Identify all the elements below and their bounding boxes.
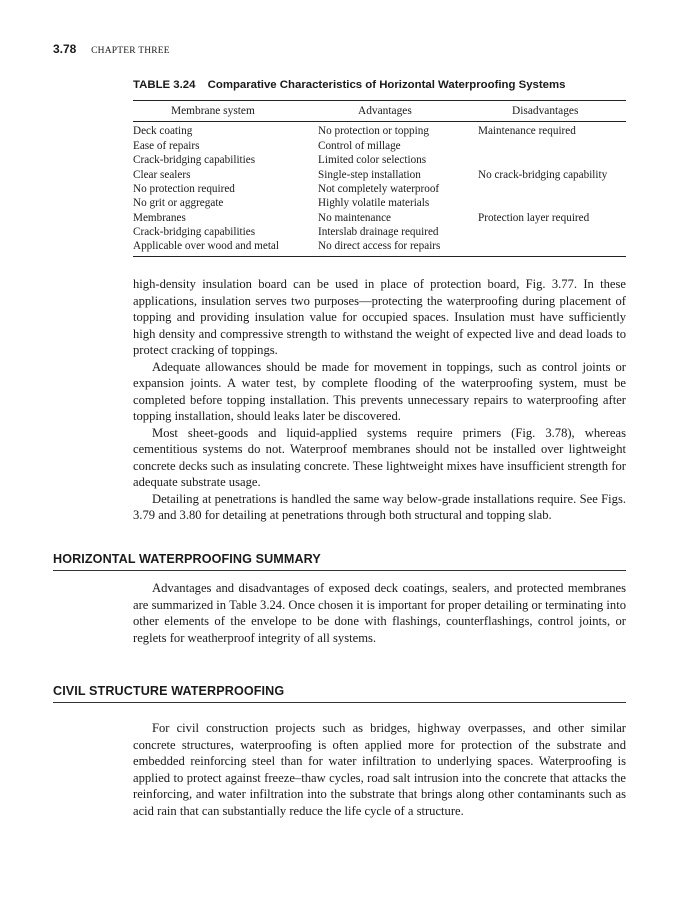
table-cell: Ease of repairs (133, 140, 200, 152)
section-rule (53, 570, 626, 571)
table-title: Comparative Characteristics of Horizontal Waterproofing Systems (207, 79, 566, 91)
table-cell: No direct access for repairs (318, 240, 441, 252)
table-cell: Applicable over wood and metal (133, 240, 280, 252)
running-header (53, 42, 170, 56)
table-bottom-rule (133, 256, 626, 257)
table-cell: Highly volatile materials (318, 197, 430, 209)
paragraph: For civil construction projects such as bridges, highway overpasses, and other similar concrete structures, waterproofing is often applied more for protection of the substrate and embedded reinforcing steel than for water infiltration to underlying spaces. Waterproofing is applied to protect against freeze–thaw cycles, road salt intrusion into the concrete that attacks the reinforcing, and water infiltration into the substrate that brings along other contaminants such as acid rain that can substantially reduce the life cycle of a structure. (133, 721, 626, 818)
paragraph: Advantages and disadvantages of exposed deck coatings, sealers, and protected membranes are summarized in Table 3.24. Once chosen it is important for proper detailing or terminating into other elements of the envelope to be done with flashings, counterflashings, control joints, or reglets for weatherproof integrity of all systems. (133, 581, 626, 645)
table-cell: No grit or aggregate (133, 197, 224, 209)
section-heading-civil: CIVIL STRUCTURE WATERPROOFING (53, 684, 285, 698)
section-rule (53, 702, 626, 703)
body-text (133, 276, 626, 524)
chapter-title: CHAPTER THREE (91, 46, 170, 56)
column-header-advantages: Advantages (358, 105, 412, 117)
table-cell: Maintenance required (478, 125, 576, 137)
section-heading-summary: HORIZONTAL WATERPROOFING SUMMARY (53, 552, 321, 566)
table-cell: Interslab drainage required (318, 226, 439, 238)
paragraph: Most sheet-goods and liquid-applied systems require primers (Fig. 3.78), whereas cementitious systems do not. Waterproof membranes should not be installed over lightweight concrete decks such as insulating concrete. These lightweight mixes have insufficient strength for adequate substrate usage. (133, 425, 626, 489)
table-top-rule (133, 100, 626, 101)
table-number: TABLE 3.24 (133, 79, 196, 91)
table-cell: Crack-bridging capabilities (133, 154, 256, 166)
table-cell: Membranes (133, 212, 186, 224)
table-cell: Control of millage (318, 140, 401, 152)
paragraph: high-density insulation board can be used in place of protection board, Fig. 3.77. In these applications, insulation serves two purposes—protecting the waterproofing during placement of topping and providing insulation value for occupied spaces. Insulation must have sufficiently high density and compressive strength to withstand the weight of expected live and dead loads to protect cracking of toppings. (133, 277, 626, 357)
summary-text (133, 580, 626, 646)
paragraph: Detailing at penetrations is handled the same way below-grade installations require. See Figs. 3.79 and 3.80 for detailing at penetrations through both structural and topping slab. (133, 491, 626, 522)
table-cell: No protection required (133, 183, 235, 195)
table-caption (133, 79, 565, 91)
column-header-disadvantages: Disadvantages (512, 105, 579, 117)
table-cell: No maintenance (318, 212, 391, 224)
table-cell: Crack-bridging capabilities (133, 226, 256, 238)
table-header-rule (133, 121, 626, 122)
table-cell: Deck coating (133, 125, 193, 137)
civil-text (133, 720, 626, 819)
table-cell: Protection layer required (478, 212, 590, 224)
paragraph: Adequate allowances should be made for movement in toppings, such as control joints or expansion joints. A water test, by complete flooding of the waterproofing system, must be completed before topping installation. This prevents unnecessary repairs to waterproofing after topping installation, should leaks later be discovered. (133, 359, 626, 423)
table-cell: Clear sealers (133, 169, 191, 181)
column-header-membrane: Membrane system (171, 105, 255, 117)
table-cell: Single-step installation (318, 169, 421, 181)
table-cell: Limited color selections (318, 154, 427, 166)
table-cell: No crack-bridging capability (478, 169, 608, 181)
page-number: 3.78 (53, 42, 77, 56)
table-cell: Not completely waterproof (318, 183, 440, 195)
table-cell: No protection or topping (318, 125, 429, 137)
